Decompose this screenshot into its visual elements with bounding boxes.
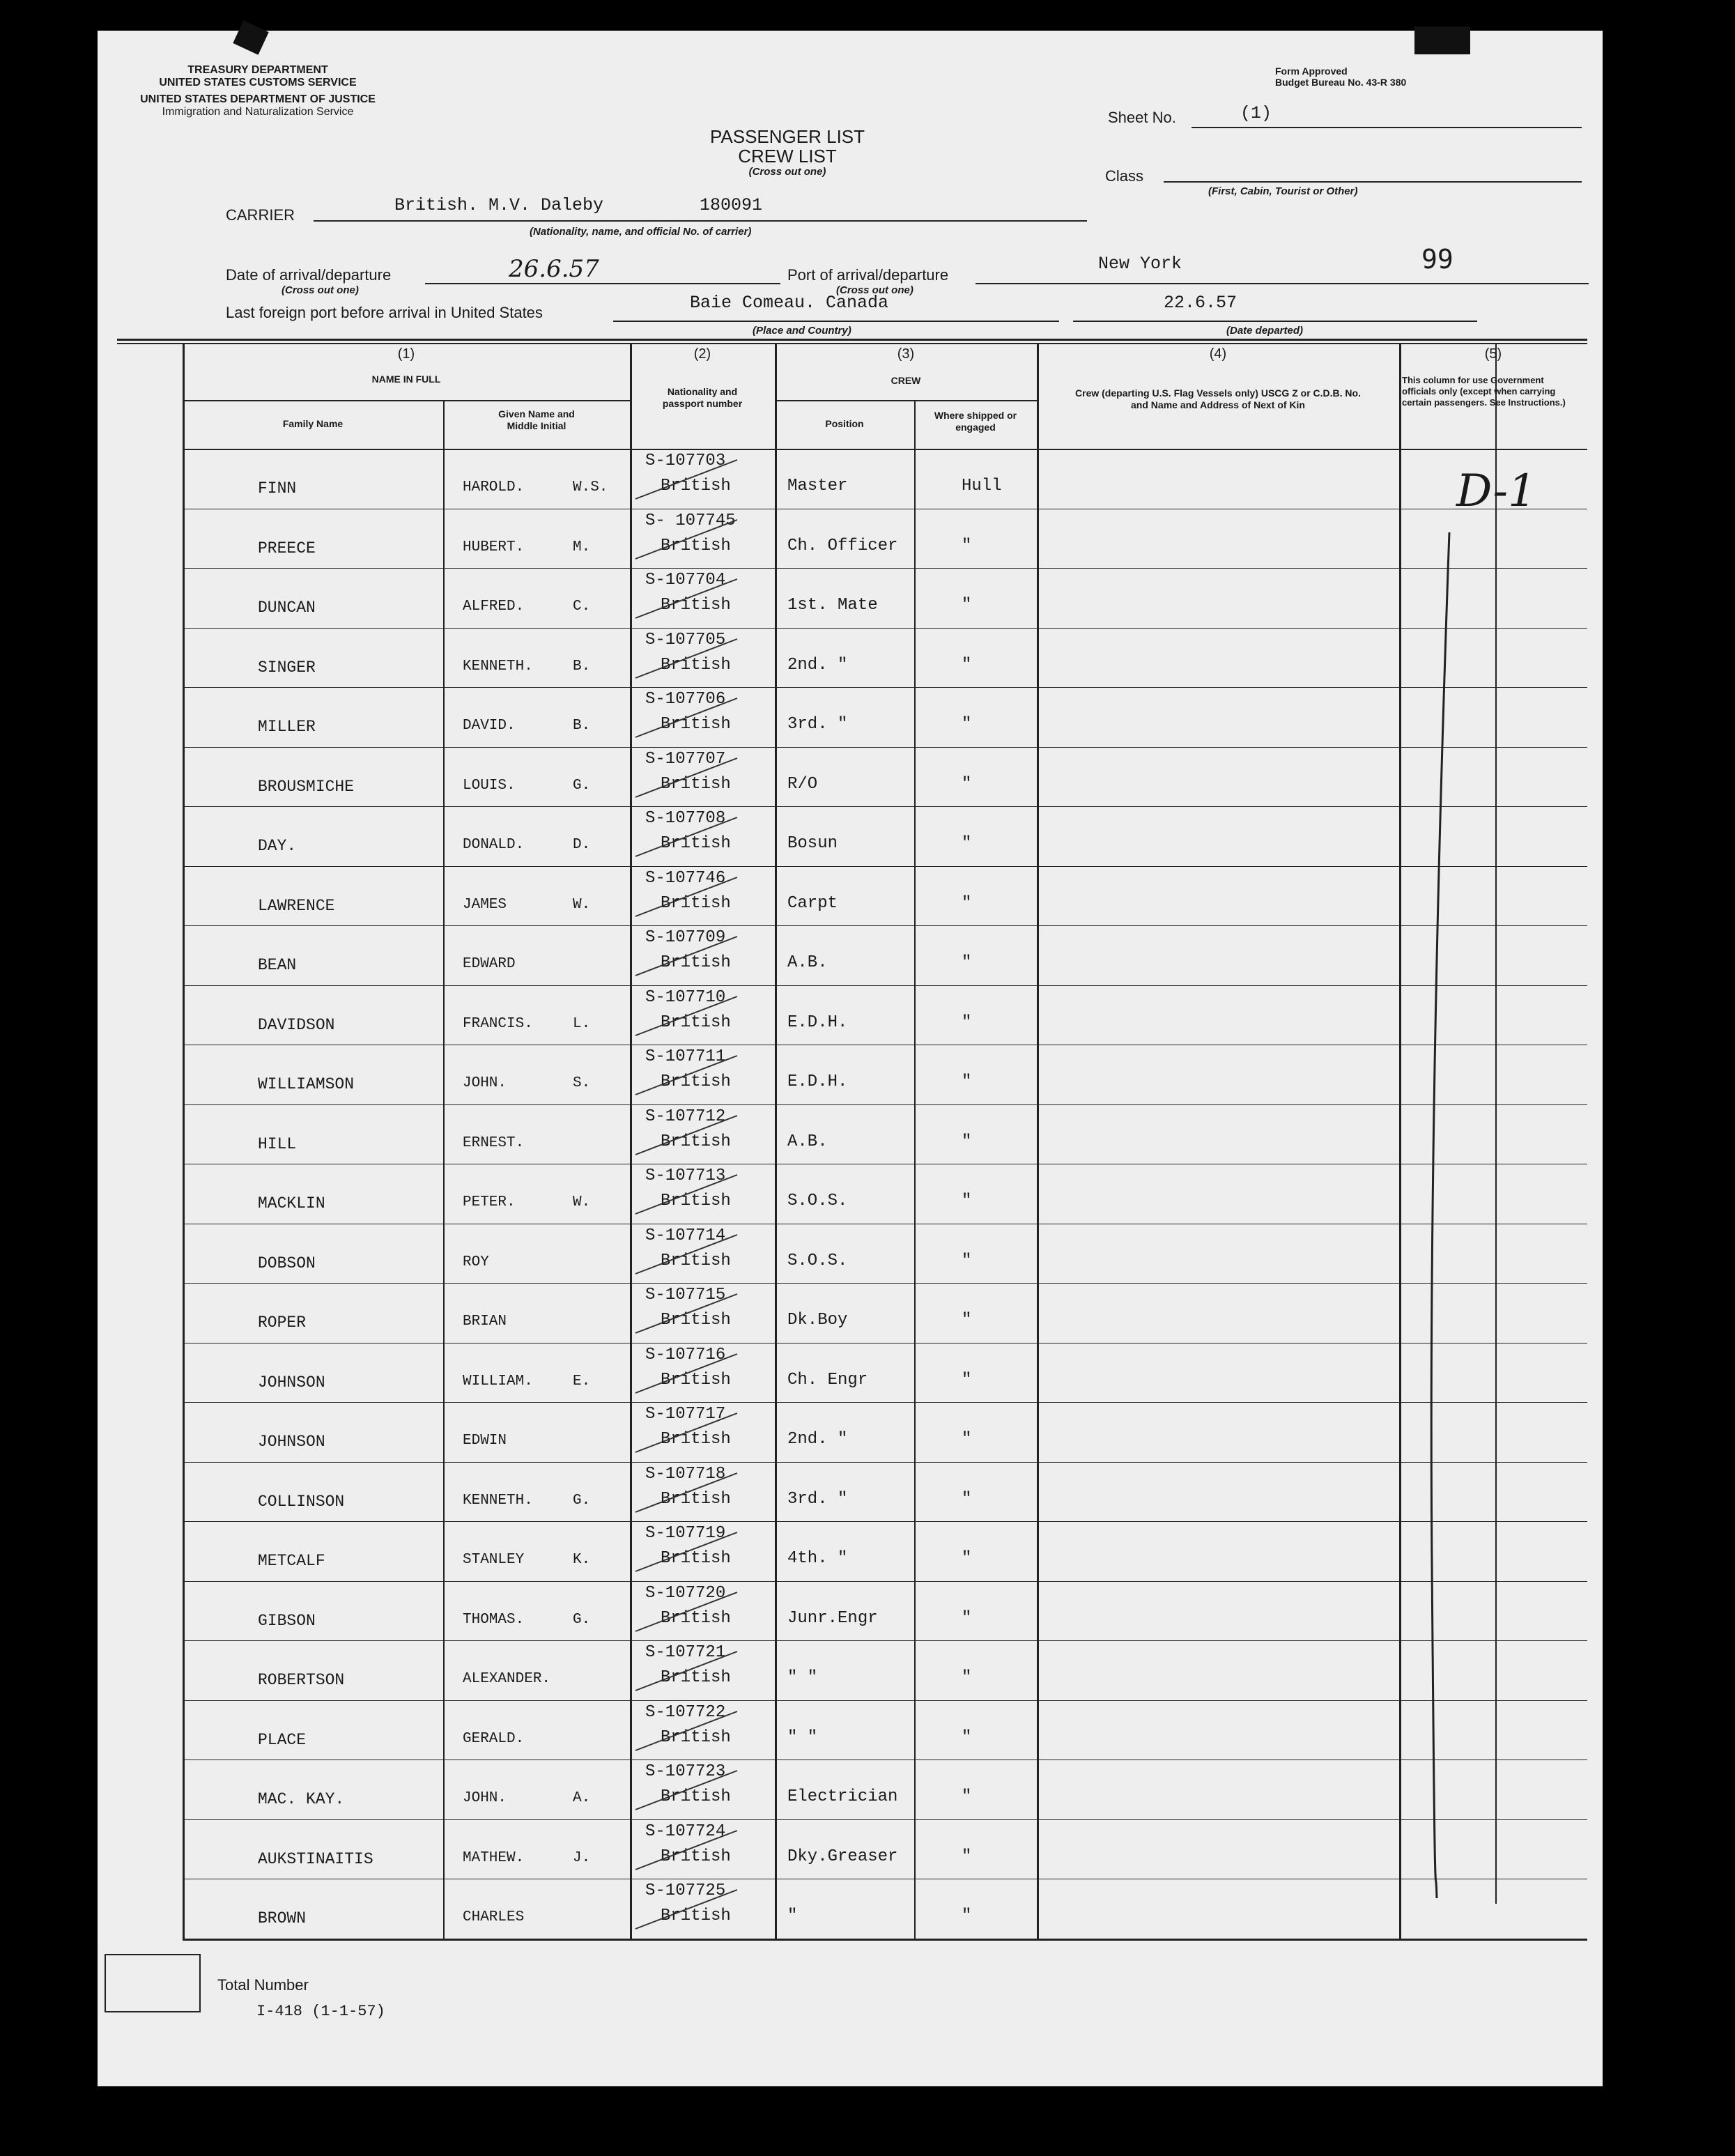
col2-title: Nationality and passport number: [662, 386, 743, 409]
passport-number: S- 107745: [645, 511, 736, 530]
passport-check-mark: [633, 1290, 744, 1339]
middle-initial: L.: [573, 1015, 591, 1032]
position: A.B.: [787, 1132, 828, 1151]
where-shipped: Hull: [962, 477, 1002, 495]
nationality: British: [661, 1847, 731, 1866]
passport-check-mark: [633, 694, 744, 743]
passport-check-mark: [633, 1528, 744, 1577]
where-shipped: ": [962, 1668, 972, 1687]
given-name: EDWARD: [463, 956, 516, 972]
where-shipped: ": [962, 1549, 972, 1568]
table-left-border: [183, 343, 185, 1939]
nationality: British: [661, 1787, 731, 1806]
family-name: COLLINSON: [258, 1492, 345, 1511]
nationality: British: [661, 1907, 731, 1925]
passport-number: S-107715: [645, 1286, 726, 1304]
where-shipped: ": [962, 1847, 972, 1866]
family-name: ROPER: [258, 1314, 307, 1332]
nationality: British: [661, 715, 731, 734]
where-shipped: ": [962, 1489, 972, 1509]
family-name: DAY.: [258, 837, 297, 855]
family-name: BEAN: [258, 956, 297, 974]
nationality: British: [661, 774, 731, 794]
passport-number: S-107717: [645, 1405, 726, 1424]
row-rule: [183, 985, 1587, 986]
middle-initial: C.: [573, 599, 591, 615]
where-shipped: ": [962, 1012, 972, 1032]
middle-initial: W.: [573, 1194, 591, 1210]
passport-number: S-107712: [645, 1107, 726, 1126]
carrier-number: 180091: [700, 195, 763, 215]
passport-check-mark: [633, 813, 744, 862]
title-crew-list: CREW LIST: [738, 146, 837, 167]
position: Dky.Greaser: [787, 1847, 898, 1866]
position: Carpt: [787, 893, 838, 913]
passport-number: S-107706: [645, 690, 726, 709]
passport-check-mark: [633, 1469, 744, 1518]
row-rule: [183, 1104, 1587, 1105]
middle-initial: E.: [573, 1373, 591, 1389]
passport-check-mark: [633, 1052, 744, 1100]
given-name: JOHN.: [463, 1790, 507, 1806]
nationality: British: [661, 596, 731, 615]
col5-handwritten-note: D-1: [1456, 465, 1536, 517]
passport-check-mark: [633, 1886, 744, 1934]
last-port-hint: (Place and Country): [753, 325, 851, 337]
nationality: British: [661, 1430, 731, 1449]
where-shipped: ": [962, 1311, 972, 1330]
col3-number: (3): [897, 346, 915, 362]
family-name: GIBSON: [258, 1611, 316, 1630]
passport-check-mark: [633, 456, 744, 505]
position: Junr.Engr: [787, 1608, 878, 1628]
passport-check-mark: [633, 1231, 744, 1279]
middle-initial: G.: [573, 777, 591, 794]
family-name: DOBSON: [258, 1254, 316, 1272]
carrier-value: British. M.V. Daleby: [394, 195, 604, 215]
family-name: LAWRENCE: [258, 896, 335, 915]
class-hint: (First, Cabin, Tourist or Other): [1208, 185, 1358, 197]
last-port-value: Baie Comeau. Canada: [690, 293, 889, 313]
passport-check-mark: [633, 1647, 744, 1696]
passport-number: S-107713: [645, 1166, 726, 1185]
where-shipped: ": [962, 1787, 972, 1806]
where-shipped: ": [962, 655, 972, 675]
position: A.B.: [787, 953, 828, 972]
middle-initial: G.: [573, 1611, 591, 1628]
date-departed-hint: (Date departed): [1226, 325, 1304, 337]
nationality: British: [661, 536, 731, 555]
row-rule: [183, 1640, 1587, 1641]
where-shipped: ": [962, 1907, 972, 1925]
position: 3rd. ": [787, 715, 848, 734]
table-top-rule: [117, 339, 1587, 341]
passport-check-mark: [633, 1171, 744, 1219]
row-rule: [183, 806, 1587, 807]
middle-initial: J.: [573, 1849, 591, 1866]
form-approved-block: [1275, 66, 1406, 88]
nationality: British: [661, 1311, 731, 1330]
position: " ": [787, 1727, 818, 1747]
family-name: SINGER: [258, 658, 316, 677]
carrier-label: CARRIER: [226, 206, 295, 224]
passport-check-mark: [633, 516, 744, 564]
passport-check-mark: [633, 575, 744, 624]
passport-number: S-107721: [645, 1643, 726, 1662]
family-name: FINN: [258, 479, 297, 498]
middle-initial: W.S.: [573, 479, 608, 495]
row-rule: [183, 568, 1587, 569]
family-name: WILLIAMSON: [258, 1075, 355, 1093]
family-name: BROWN: [258, 1909, 307, 1927]
carrier-hint: (Nationality, name, and official No. of carrier): [530, 226, 752, 238]
date-value: 26.6.57: [509, 255, 599, 283]
form-number: I-418 (1-1-57): [256, 2003, 385, 2020]
given-name: HUBERT.: [463, 539, 525, 555]
given-name: FRANCIS.: [463, 1015, 533, 1032]
given-name: DAVID.: [463, 718, 516, 734]
family-name: METCALF: [258, 1552, 325, 1570]
agency-line-4: Immigration and Naturalization Service: [162, 106, 354, 118]
passport-number: S-107718: [645, 1464, 726, 1484]
date-hint: (Cross out one): [282, 284, 359, 296]
where-shipped: ": [962, 536, 972, 555]
middle-initial: G.: [573, 1492, 591, 1509]
given-name: KENNETH.: [463, 1492, 533, 1509]
passport-number: S-107704: [645, 571, 726, 590]
where-shipped: ": [962, 1370, 972, 1389]
family-name: PREECE: [258, 539, 316, 557]
given-name: THOMAS.: [463, 1611, 525, 1628]
passport-check-mark: [633, 1826, 744, 1875]
passport-number: S-107724: [645, 1822, 726, 1841]
given-name: BRIAN: [463, 1314, 507, 1330]
passport-number: S-107723: [645, 1762, 726, 1781]
row-rule: [183, 1462, 1587, 1463]
position: Ch. Engr: [787, 1370, 868, 1389]
nationality: British: [661, 1549, 731, 1568]
where-shipped: ": [962, 774, 972, 794]
stamp-number: 99: [1421, 244, 1453, 275]
row-rule: [183, 1581, 1587, 1582]
passport-check-mark: [633, 1766, 744, 1815]
col5-title: This column for use Government officials only (except when carrying certain passengers. See Instructions.): [1402, 375, 1566, 408]
nationality: British: [661, 477, 731, 495]
position: S.O.S.: [787, 1251, 848, 1270]
passport-check-mark: [633, 1350, 744, 1399]
family-name: MILLER: [258, 718, 316, 736]
family-name: JOHNSON: [258, 1433, 325, 1451]
col5-number: (5): [1484, 346, 1502, 362]
where-shipped: ": [962, 1192, 972, 1210]
passport-number: S-107746: [645, 868, 726, 888]
position: " ": [787, 1668, 818, 1687]
nationality: British: [661, 1192, 731, 1210]
passport-check-mark: [633, 1111, 744, 1160]
position: Dk.Boy: [787, 1311, 848, 1330]
where-shipped: ": [962, 596, 972, 615]
position: E.D.H.: [787, 1012, 848, 1032]
given-name: ALFRED.: [463, 599, 525, 615]
agency-block: [111, 64, 404, 118]
family-name: PLACE: [258, 1730, 307, 1749]
passport-number: S-107710: [645, 987, 726, 1007]
position: Bosun: [787, 834, 838, 853]
given-name: HAROLD.: [463, 479, 525, 495]
passport-number: S-107709: [645, 928, 726, 947]
position: R/O: [787, 774, 818, 794]
class-label: Class: [1105, 167, 1144, 185]
given-name: CHARLES: [463, 1909, 525, 1925]
position: Master: [787, 477, 848, 495]
position: ": [787, 1907, 798, 1925]
nationality: British: [661, 1132, 731, 1151]
given-name: GERALD.: [463, 1730, 525, 1747]
port-value: New York: [1098, 254, 1182, 274]
title-passenger-list: PASSENGER LIST: [709, 126, 865, 147]
where-shipped: ": [962, 893, 972, 913]
position: S.O.S.: [787, 1192, 848, 1210]
nationality: British: [661, 1012, 731, 1032]
passport-check-mark: [633, 992, 744, 1041]
passport-number: S-107703: [645, 452, 726, 470]
given-name: STANLEY: [463, 1552, 525, 1568]
where-shipped: ": [962, 715, 972, 734]
position: 2nd. ": [787, 655, 848, 675]
passport-number: S-107720: [645, 1583, 726, 1603]
family-name: BROUSMICHE: [258, 777, 355, 796]
col-given-name: Given Name and Middle Initial: [498, 408, 575, 431]
family-name: ROBERTSON: [258, 1671, 345, 1689]
nationality: British: [661, 655, 731, 675]
nationality: British: [661, 953, 731, 972]
col-position: Position: [825, 418, 864, 429]
last-port-label: Last foreign port before arrival in United States: [226, 304, 543, 321]
nationality: British: [661, 1668, 731, 1687]
sheet-value: (1): [1240, 103, 1272, 123]
passport-number: S-107708: [645, 809, 726, 828]
title-cross-out: (Cross out one): [748, 166, 826, 178]
passport-number: S-107725: [645, 1881, 726, 1900]
col1-number: (1): [397, 346, 415, 362]
passport-check-mark: [633, 754, 744, 803]
row-rule: [183, 1283, 1587, 1284]
family-name: AUKSTINAITIS: [258, 1849, 373, 1868]
document-page: [98, 31, 1603, 2086]
middle-initial: D.: [573, 837, 591, 853]
row-rule: [183, 925, 1587, 926]
position: E.D.H.: [787, 1072, 848, 1091]
nationality: British: [661, 893, 731, 913]
where-shipped: ": [962, 1608, 972, 1628]
family-name: HILL: [258, 1134, 297, 1153]
given-name: JAMES: [463, 896, 507, 913]
total-number-box[interactable]: [105, 1954, 201, 2012]
agency-line-3: UNITED STATES DEPARTMENT OF JUSTICE: [140, 93, 376, 105]
position: 1st. Mate: [787, 596, 878, 615]
col4-title: Crew (departing U.S. Flag Vessels only) USCG Z or C.D.B. No. and Name and Address of Next of Kin: [1075, 387, 1361, 410]
middle-initial: A.: [573, 1790, 591, 1806]
clip-mark-right: [1414, 26, 1470, 54]
passport-number: S-107714: [645, 1226, 726, 1245]
passport-check-mark: [633, 932, 744, 981]
family-name: DAVIDSON: [258, 1015, 335, 1034]
passport-number: S-107722: [645, 1702, 726, 1722]
where-shipped: ": [962, 1430, 972, 1449]
date-departed-value: 22.6.57: [1164, 293, 1237, 313]
agency-line-1: TREASURY DEPARTMENT: [187, 64, 328, 76]
date-label: Date of arrival/departure: [226, 266, 392, 284]
family-name: MACKLIN: [258, 1194, 325, 1212]
given-name: ERNEST.: [463, 1134, 525, 1151]
col3-title: CREW: [890, 375, 921, 386]
position: Electrician: [787, 1787, 898, 1806]
passport-check-mark: [633, 1588, 744, 1637]
row-rule: [183, 1819, 1587, 1820]
middle-initial: W.: [573, 896, 591, 913]
where-shipped: ": [962, 1251, 972, 1270]
middle-initial: S.: [573, 1075, 591, 1091]
middle-initial: B.: [573, 658, 591, 675]
given-name: DONALD.: [463, 837, 525, 853]
passport-number: S-107716: [645, 1345, 726, 1364]
nationality: British: [661, 834, 731, 853]
col4-number: (4): [1209, 346, 1227, 362]
passport-check-mark: [633, 1707, 744, 1756]
given-name: KENNETH.: [463, 658, 533, 675]
given-name: ROY: [463, 1254, 489, 1270]
position: 2nd. ": [787, 1430, 848, 1449]
col2-number: (2): [693, 346, 711, 362]
given-name: JOHN.: [463, 1075, 507, 1091]
nationality: British: [661, 1251, 731, 1270]
given-name: ALEXANDER.: [463, 1671, 551, 1687]
family-name: JOHNSON: [258, 1373, 325, 1392]
row-rule: [183, 1700, 1587, 1701]
nationality: British: [661, 1072, 731, 1091]
where-shipped: ": [962, 1132, 972, 1151]
col1-title: NAME IN FULL: [371, 374, 441, 385]
position: 3rd. ": [787, 1489, 848, 1509]
nationality: British: [661, 1370, 731, 1389]
where-shipped: ": [962, 1727, 972, 1747]
middle-initial: M.: [573, 539, 591, 555]
row-rule: [183, 1402, 1587, 1403]
budget-number: Budget Bureau No. 43-R 380: [1275, 77, 1407, 88]
col5-vertical-stroke: [1421, 518, 1463, 1912]
row-rule: [183, 747, 1587, 748]
col-where-shipped: Where shipped or engaged: [934, 410, 1017, 433]
port-hint: (Cross out one): [836, 284, 913, 296]
col-family-name: Family Name: [282, 418, 344, 429]
middle-initial: B.: [573, 718, 591, 734]
where-shipped: ": [962, 834, 972, 853]
passport-number: S-107711: [645, 1047, 726, 1066]
form-approved: Form Approved: [1275, 66, 1348, 77]
title-block: [683, 127, 892, 178]
passport-check-mark: [633, 635, 744, 684]
passport-number: S-107719: [645, 1524, 726, 1543]
position: 4th. ": [787, 1549, 848, 1568]
sheet-label: Sheet No.: [1108, 109, 1176, 126]
total-number-label: Total Number: [217, 1976, 309, 1994]
where-shipped: ": [962, 953, 972, 972]
passport-number: S-107705: [645, 630, 726, 649]
row-rule: [183, 1521, 1587, 1522]
row-rule: [183, 628, 1587, 629]
port-label: Port of arrival/departure: [787, 266, 949, 284]
given-name: MATHEW.: [463, 1849, 525, 1866]
position: Ch. Officer: [787, 536, 898, 555]
where-shipped: ": [962, 1072, 972, 1091]
nationality: British: [661, 1727, 731, 1747]
middle-initial: K.: [573, 1552, 591, 1568]
row-rule: [183, 687, 1587, 688]
row-rule: [183, 866, 1587, 867]
family-name: MAC. KAY.: [258, 1790, 345, 1808]
nationality: British: [661, 1489, 731, 1509]
given-name: EDWIN: [463, 1433, 507, 1449]
passport-check-mark: [633, 1409, 744, 1458]
passport-number: S-107707: [645, 749, 726, 769]
family-name: DUNCAN: [258, 599, 316, 617]
clip-mark-left: [233, 20, 268, 55]
nationality: British: [661, 1608, 731, 1628]
given-name: PETER.: [463, 1194, 516, 1210]
given-name: WILLIAM.: [463, 1373, 533, 1389]
given-name: LOUIS.: [463, 777, 516, 794]
agency-line-2: UNITED STATES CUSTOMS SERVICE: [159, 77, 357, 88]
passport-check-mark: [633, 873, 744, 922]
